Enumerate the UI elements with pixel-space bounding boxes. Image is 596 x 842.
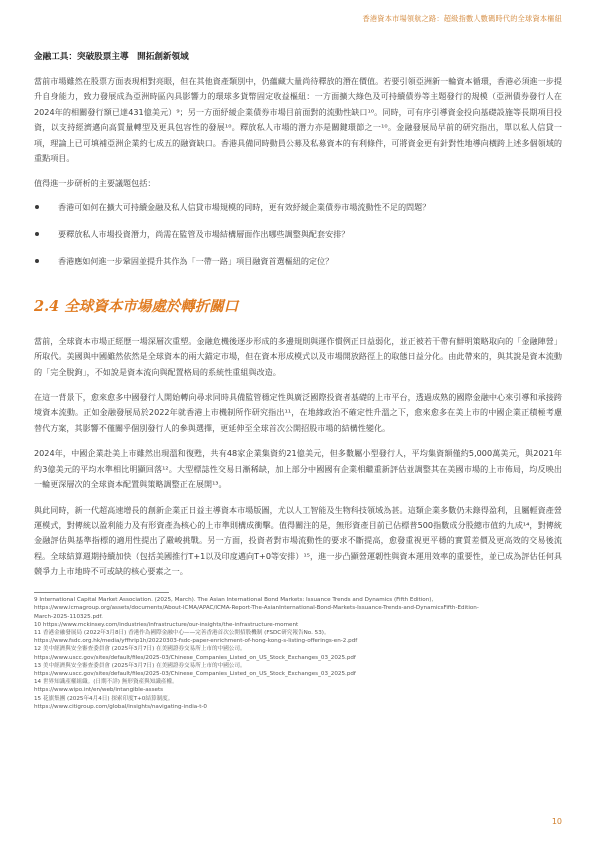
footnote-link[interactable]: https://www.fsdc.org.hk/media/yffhrip1h/20220303-fsdc-paper-enrichment-of-hong-kong-s-listing-offerings-en-2.pdf <box>34 638 358 645</box>
bullet-item: 要釋放私人市場投資潛力，尚需在監管及市場結構層面作出哪些調整與配套安排？ <box>34 229 562 240</box>
bullet-item: 香港可如何在擴大可持續金融及私人信貸市場規模的同時，更有效紓緩企業債券市場流動性不足的問題？ <box>34 202 562 213</box>
footnote-line: 11 香港金融發展局 (2022年3月8日) 香港作為國際金融中心——完善香港首次公開招股機制 (FSDC研究報告No. 53)。 <box>34 629 330 636</box>
page-number: 10 <box>551 817 562 826</box>
bullet-item: 香港應如何進一步鞏固並提升其作為「一帶一路」項目融資首選樞紐的定位？ <box>34 256 562 267</box>
footnote-link[interactable]: https://www.uscc.gov/sites/default/files/2025-03/Chinese_Companies_Listed_on_US_Stock_Exchanges_03_2025.pdf <box>34 654 356 661</box>
paragraph: 2024年，中國企業赴美上市雖然出現溫和復甦，共有48家企業集資約21億美元，但多數屬小型發行人，平均集資額僅約5,000萬美元，與2021年約3億美元的平均水準相比明顯回落¹²。大型標誌性交易日漸稀缺，加上部分中國國有企業相繼重新評估並調整其在美國市場的上市佈局，均反映出一輪更深層次的全球資本配置與策略調整正在展開¹³。 <box>34 448 562 490</box>
paragraph: 在這一背景下，愈來愈多中國發行人開始轉向尋求同時具備監管穩定性與廣泛國際投資者基礎的上市平台，透過成熟的國際金融中心來引導和承接跨境資本流動。正如金融發展局於2022年就香港上市機制所作研究指出¹¹，在地緣政治不確定性升溫之下，愈來愈多在美上市的中國企業正積極考慮替代方案，其影響不僅關乎個別發行人的參與選擇，更延伸至全球首次公開招股市場的結構性變化。 <box>34 392 562 433</box>
footnotes <box>34 596 562 711</box>
bullet-dot-icon <box>35 205 39 209</box>
paragraph: 當前，全球資本市場正經歷一場深層次重塑。金融危機後逐步形成的多邊規則與運作慣例正日益弱化，並正被若干帶有鮮明策略取向的「金融陣營」所取代。美國與中國雖然依然是全球資本的兩大錨定市場，但在資本形成模式以及市場開放路徑上的取態日益分化。由此帶來的，與其說是資本流動的「完全脫鉤」，不如說是資本流向與配置格局的系統性重組與改造。 <box>34 335 562 377</box>
paragraph: 當前市場雖然在股票方面表現相對亮眼，但在其他資產類別中，仍蘊藏大量尚待釋放的潛在價值。若要引領亞洲新一輪資本循環，香港必須進一步提升自身能力，致力發展成為亞洲時區內具影響力的環球多貨幣固定收益樞紐：一方面擴大綠色及可持續債券等主題發行的規模（亞洲債券發行人在2024年的相關發行額已達431億美元）⁹；另一方面紓緩企業債券市場目前面對的流動性缺口¹⁰。同時，可有序引導資金投向基礎設施等長期項目投資，以支持經濟邁向高質量轉型及更具包容性的發展¹⁰。釋放私人市場的潛力亦是關鍵環節之一¹⁰。金融發展局早前的研究指出，單以私人信貸一項，理論上已可填補亞洲企業約七成五的融資缺口。香港具備同時動員公募及私募資本的有利條件，可將資金更有針對性地導向橫跨上述多個領域的重點項目。 <box>34 76 562 164</box>
footnote-divider <box>34 592 169 593</box>
bullet-dot-icon <box>35 259 39 263</box>
bullet-list <box>34 202 562 267</box>
footnote-link[interactable]: https://www.icmagroup.org/assets/documents/About-ICMA/APAC/ICMA-Report-The-AsianInternational-Bond-Markets-Issuance-Trends-and-DynamicsFifth-Edition- <box>34 605 479 612</box>
footnote-link[interactable]: https://www.uscc.gov/sites/default/files/2025-03/Chinese_Companies_Listed_on_US_Stock_Exchanges_03_2025.pdf <box>34 670 356 677</box>
footnote-link[interactable]: https://www.wipo.int/en/web/intangible-assets <box>34 687 164 694</box>
footnote-link[interactable]: https://www.citigroup.com/global/insights/navigating-india-t-0 <box>34 703 207 710</box>
page-content <box>34 50 562 711</box>
running-header: 香港資本市場領航之路：超級指數人數碼時代的全球資本樞紐 <box>362 14 562 23</box>
paragraph: 值得進一步研析的主要議題包括： <box>34 178 156 189</box>
subsection-title: 金融工具：突破股票主導 開拓創新領域 <box>34 52 189 62</box>
bullet-dot-icon <box>35 232 39 236</box>
footnote-link[interactable]: March-2025-110325.pdf. <box>34 613 103 620</box>
section-title: 2.4 全球資本市場處於轉折關口 <box>34 297 239 315</box>
footnote-link[interactable]: 10 https://www.mckinsey.com/industries/infrastructure/our-insights/the-infrastructure-moment <box>34 621 299 628</box>
footnote-line: 15 花旗集團 (2025年4月4日) 探索印度T+0結算制度。 <box>34 695 174 702</box>
paragraph: 與此同時，新一代超高速增長的創新企業正日益主導資本市場版圖，尤以人工智能及生物科技領域為甚。這類企業多數仍未錄得盈利，且屬輕資產營運模式，對傳統以盈利能力及有形資產為核心的上市準則構成衝擊。值得關注的是，無形資產目前已佔標普500指數成分股總市值約九成¹⁴，對傳統金融評估與基準指標的適用性提出了嚴峻挑戰。另一方面，投資者對市場流動性的要求不斷提高，愈發重視更平穩的實質差價及更高效的交易後流程。全球結算週期持續加快（包括美國推行T+1以及印度邁向T+0等安排）¹⁵，進一步凸顯營運韌性與資本運用效率的重要性，並已成為評估任何具競爭力上市地時不可或缺的核心要素之一。 <box>34 504 562 577</box>
footnote-line: 14 世界知識產權組織。(日期不詳) 無形資產與知識產權。 <box>34 679 178 686</box>
footnote-line: 13 美中經濟與安全審查委員會 (2025年3月7日) 在美國證券交易所上市的中國公司。 <box>34 662 246 669</box>
footnote-line: 9 International Capital Market Association. (2025, March). The Asian International Bond Markets: Issuance Trends and Dynamics (Fifth Edition), <box>34 597 434 604</box>
footnote-line: 12 美中經濟與安全審查委員會 (2025年3月7日) 在美國證券交易所上市的中國公司。 <box>34 646 246 653</box>
